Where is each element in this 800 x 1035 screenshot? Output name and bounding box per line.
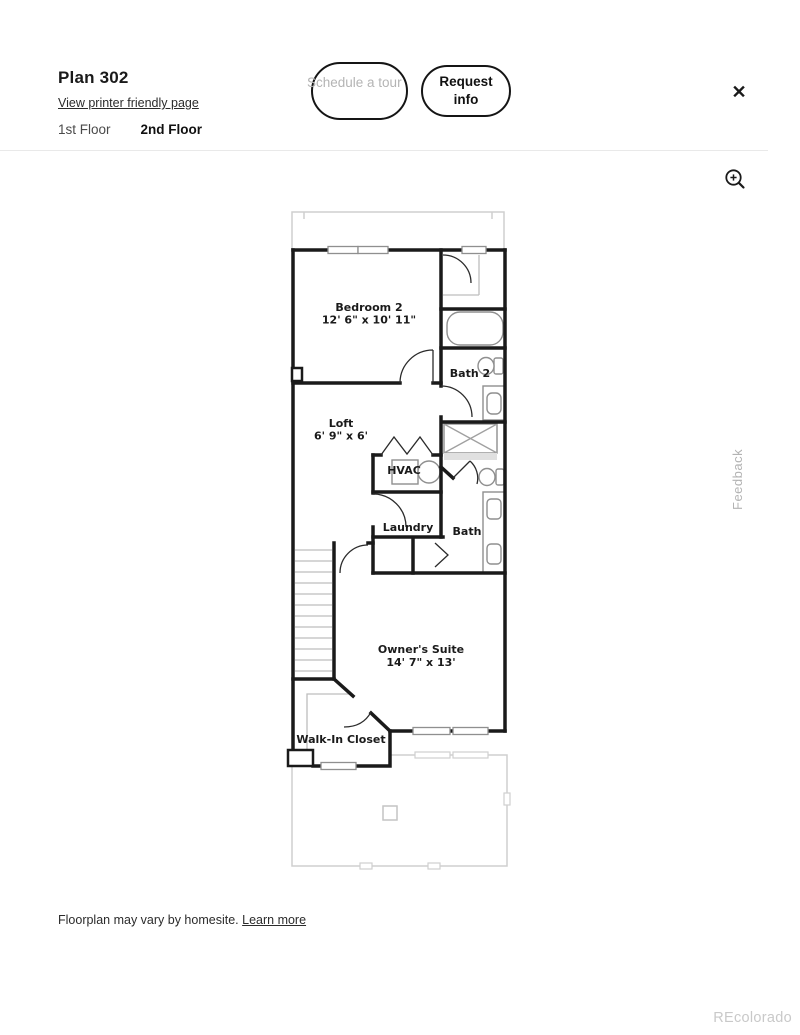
room-label-owners-suite: Owner's Suite [377,643,465,656]
shower-icon [444,424,497,460]
room-label-bath: Bath [452,525,482,538]
stairs [295,550,332,671]
printer-friendly-link[interactable]: View printer friendly page [58,96,199,110]
bathtub-icon [447,312,503,345]
room-dims-bedroom2: 12' 6" x 10' 11" [321,313,417,327]
toilet-icon-bath [479,469,504,486]
sink-icon-bath2 [483,386,505,420]
page-title: Plan 302 [58,68,129,87]
feedback-tab[interactable]: Feedback [730,448,745,510]
room-label-bedroom2: Bedroom 2 [335,301,403,314]
room-label-walk-in-closet: Walk-In Closet [296,733,386,746]
room-label-bath2: Bath 2 [449,367,491,380]
footer-disclaimer [58,913,306,927]
room-dims-owners-suite: 14' 7" x 13' [386,656,456,669]
tab-1st-floor[interactable]: 1st Floor [58,122,111,137]
close-icon[interactable]: ✕ [731,82,747,102]
request-info-label: Request info [439,74,493,107]
post-outline [383,806,397,820]
room-label-hvac: HVAC [387,464,421,477]
schedule-tour-label: Schedule a tour [307,75,402,90]
watermark: REcolorado [713,1010,792,1026]
room-label-loft: Loft [328,417,354,430]
learn-more-link[interactable]: Learn more [242,913,307,927]
tab-2nd-floor[interactable]: 2nd Floor [140,122,203,137]
vanity-icon-bath [483,492,505,573]
room-dims-loft: 6' 9" x 6' [313,429,369,443]
room-label-laundry: Laundry [382,521,434,534]
disclaimer-text: Floorplan may vary by homesite. [58,913,239,927]
